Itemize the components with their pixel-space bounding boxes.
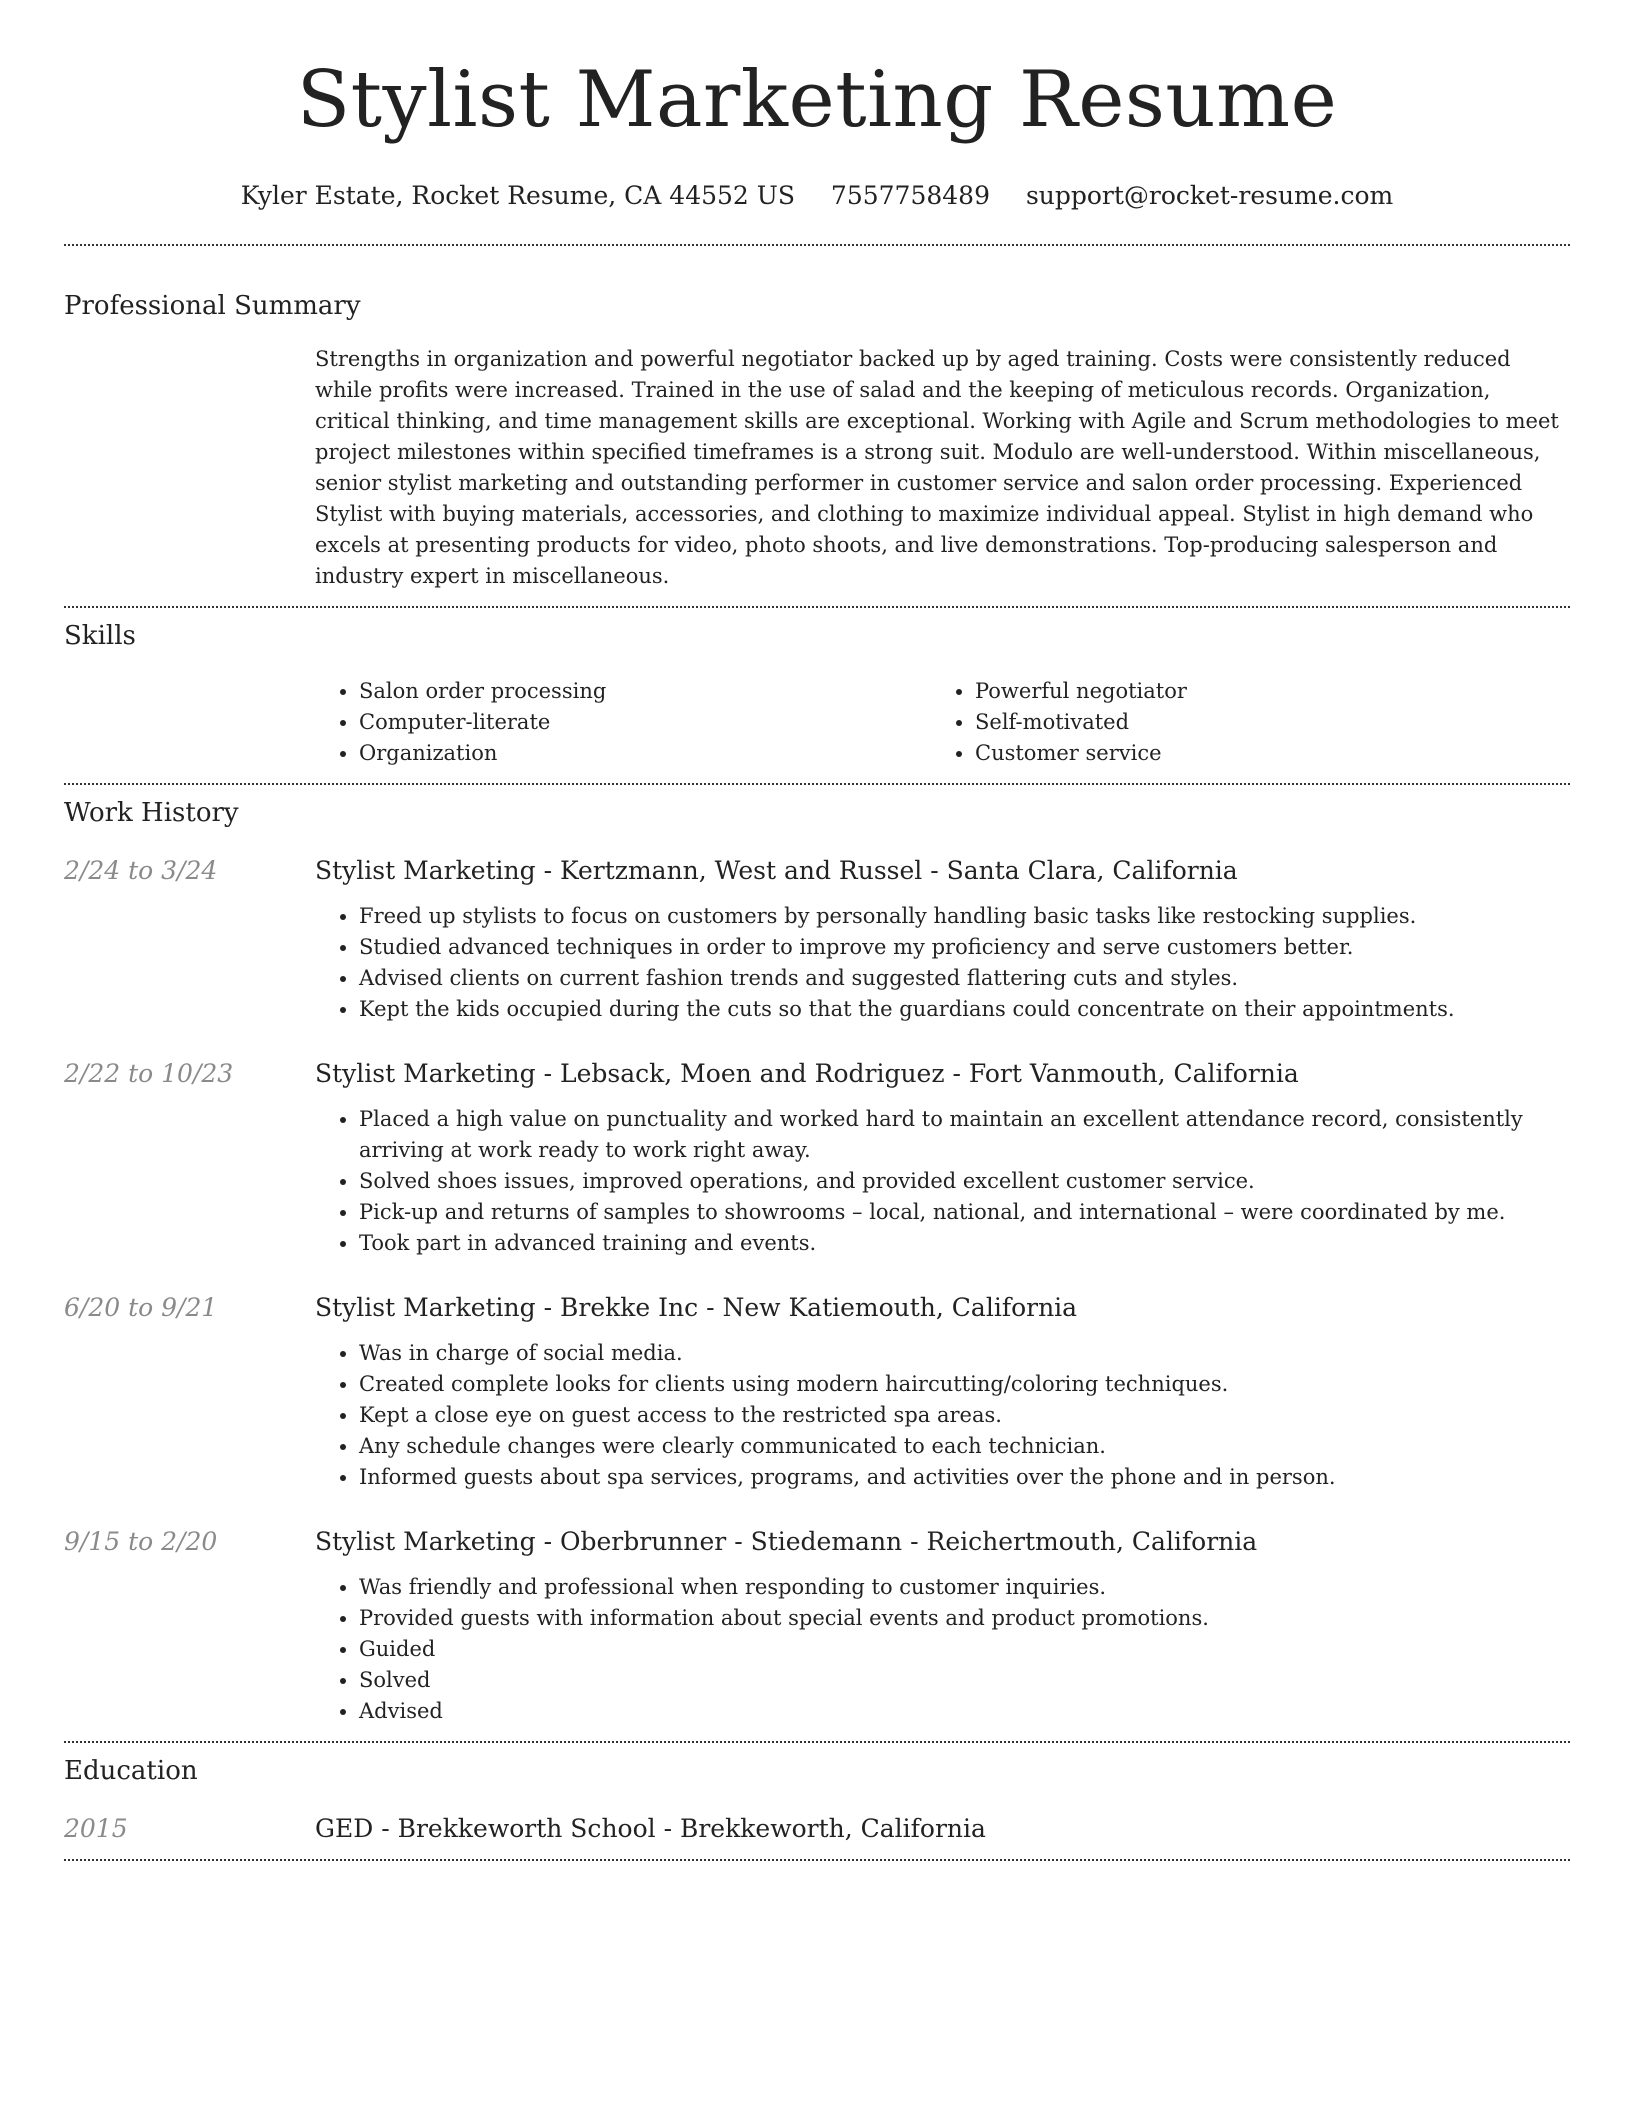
skill-item: • Computer-literate — [359, 707, 931, 738]
list-item: • Any schedule changes were clearly communicated to each technician. — [359, 1431, 1570, 1462]
resume-page — [64, 0, 1570, 1861]
work-history-heading: Work History — [64, 798, 239, 828]
list-item: • Studied advanced techniques in order to improve my proficiency and serve customers better. — [359, 932, 1570, 963]
job-details — [315, 1526, 1570, 1727]
job-bullets — [315, 1338, 1570, 1493]
skill-item: • Powerful negotiator — [975, 676, 1531, 707]
summary-section — [64, 246, 1570, 592]
list-item: • Kept a close eye on guest access to the restricted spa areas. — [359, 1400, 1570, 1431]
list-item: • Informed guests about spa services, programs, and activities over the phone and in person. — [359, 1462, 1570, 1493]
list-item: • Advised — [359, 1696, 1570, 1727]
list-item: • Advised clients on current fashion trends and suggested flattering cuts and styles. — [359, 963, 1570, 994]
job-dates: 2/24 to 3/24 — [64, 856, 218, 885]
skills-heading: Skills — [64, 621, 136, 651]
education-heading: Education — [64, 1756, 198, 1786]
skills-list — [315, 676, 1570, 769]
job-bullets — [315, 1104, 1570, 1259]
contact-line — [64, 180, 1570, 212]
list-item: • Created complete looks for clients using modern haircutting/coloring techniques. — [359, 1369, 1570, 1400]
summary-text: Strengths in organization and powerful negotiator backed up by aged training. Costs were consistently reduced while profits were increased. Trained in the use of salad and the keeping of meticulous records. Organization, critical thinking, and time management skills are exceptional. Working with Agile and Scrum methodologies to meet project milestones within specified timeframes is a strong suit. Modulo are well-understood. Within miscellaneous, senior stylist marketing and outstanding performer in customer service and salon order processing. Experienced Stylist with buying materials, accessories, and clothing to maximize individual appeal. Stylist in high demand who excels at presenting products for video, photo shoots, and live demonstrations. Top-producing salesperson and industry expert in miscellaneous. — [315, 347, 1559, 588]
skill-item: • Salon order processing — [359, 676, 931, 707]
summary-heading: Professional Summary — [64, 291, 361, 321]
job-title: Stylist Marketing - Kertzmann, West and Russel - Santa Clara, California — [315, 856, 1238, 885]
list-item: • Kept the kids occupied during the cuts so that the guardians could concentrate on their appointments. — [359, 994, 1570, 1025]
resume-title: Stylist Marketing Resume — [296, 55, 1338, 145]
contact-address: Kyler Estate, Rocket Resume, CA 44552 US — [240, 181, 795, 210]
job-details — [315, 855, 1570, 1025]
list-item: • Provided guests with information about special events and product promotions. — [359, 1603, 1570, 1634]
list-item: • Solved shoes issues, improved operations, and provided excellent customer service. — [359, 1166, 1570, 1197]
list-item: • Freed up stylists to focus on customers by personally handling basic tasks like restocking supplies. — [359, 901, 1570, 932]
job-details — [315, 1058, 1570, 1259]
job-bullets — [315, 1572, 1570, 1727]
job-dates: 2/22 to 10/23 — [64, 1059, 234, 1088]
skills-column-left — [315, 676, 931, 769]
skill-item: • Self-motivated — [975, 707, 1531, 738]
job-details — [315, 1292, 1570, 1493]
job-dates: 9/15 to 2/20 — [64, 1527, 218, 1556]
skills-column-right — [931, 676, 1531, 769]
section-divider — [64, 1859, 1570, 1861]
job-title: Stylist Marketing - Lebsack, Moen and Rodriguez - Fort Vanmouth, California — [315, 1059, 1299, 1088]
education-details — [315, 1813, 1570, 1845]
resume-header — [64, 0, 1570, 212]
skill-item: • Customer service — [975, 738, 1531, 769]
job-entry — [64, 1526, 1570, 1727]
skill-item: • Organization — [359, 738, 931, 769]
list-item: • Guided — [359, 1634, 1570, 1665]
job-title: Stylist Marketing - Brekke Inc - New Katiemouth, California — [315, 1293, 1078, 1322]
job-bullets — [315, 901, 1570, 1025]
education-year: 2015 — [64, 1814, 128, 1843]
work-history-section — [64, 785, 1570, 1727]
education-entry — [64, 1813, 1570, 1845]
list-item: • Was in charge of social media. — [359, 1338, 1570, 1369]
job-entry — [64, 1058, 1570, 1259]
skills-section — [64, 608, 1570, 769]
list-item: • Solved — [359, 1665, 1570, 1696]
education-degree: GED - Brekkeworth School - Brekkeworth, California — [315, 1814, 986, 1843]
contact-phone: 7557758489 — [830, 181, 990, 210]
contact-email: support@rocket-resume.com — [1025, 181, 1394, 210]
list-item: • Placed a high value on punctuality and worked hard to maintain an excellent attendance record, consistently arriving at work ready to work right away. — [359, 1104, 1570, 1166]
list-item: • Was friendly and professional when responding to customer inquiries. — [359, 1572, 1570, 1603]
job-dates: 6/20 to 9/21 — [64, 1293, 218, 1322]
list-item: • Took part in advanced training and events. — [359, 1228, 1570, 1259]
job-title: Stylist Marketing - Oberbrunner - Stiedemann - Reichertmouth, California — [315, 1527, 1258, 1556]
job-entry — [64, 855, 1570, 1025]
education-section — [64, 1743, 1570, 1845]
job-entry — [64, 1292, 1570, 1493]
list-item: • Pick-up and returns of samples to showrooms – local, national, and international – were coordinated by me. — [359, 1197, 1570, 1228]
